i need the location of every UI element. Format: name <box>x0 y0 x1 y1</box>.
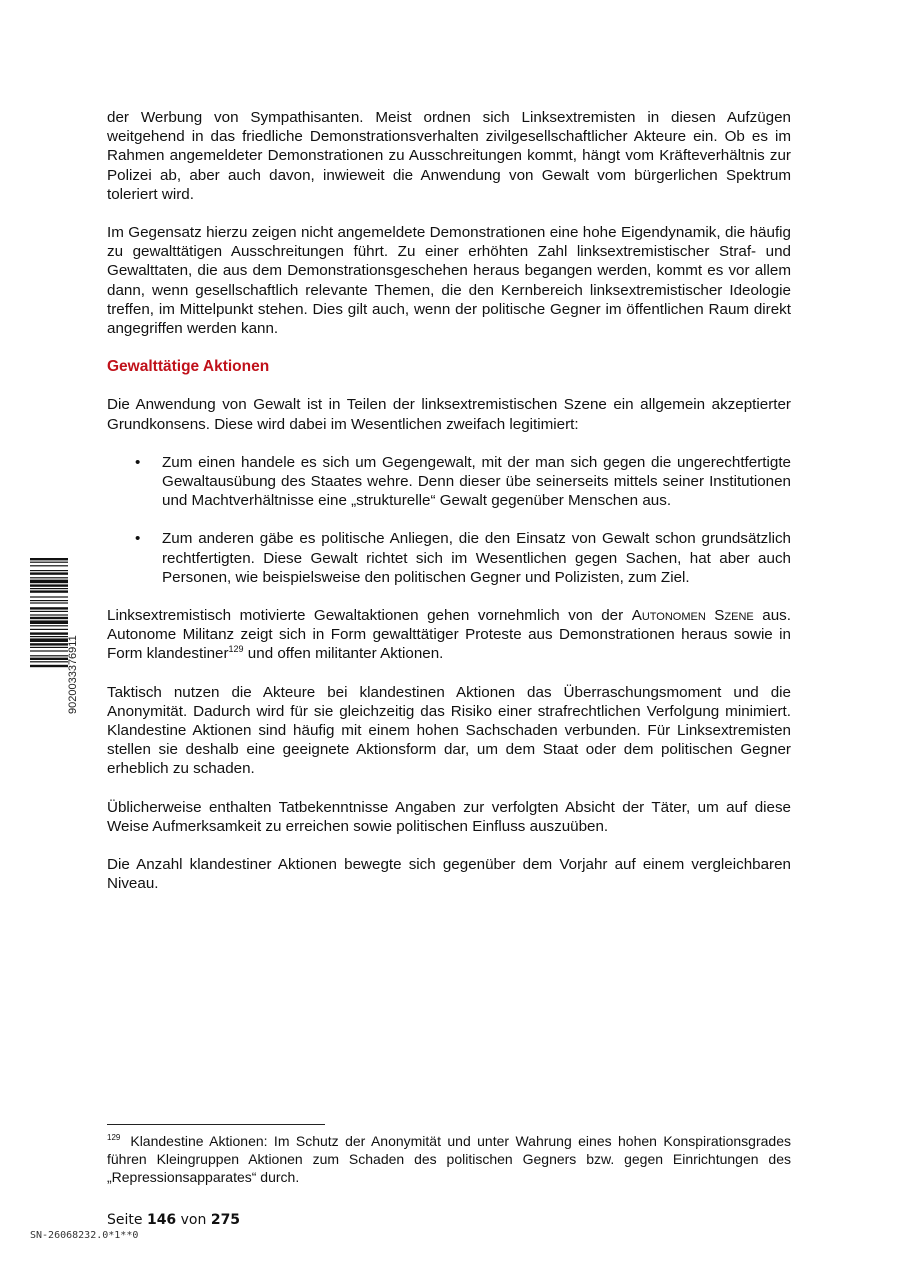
barcode-bar <box>30 655 68 656</box>
intro-paragraph: Die Anwendung von Gewalt ist in Teilen der linksextremistischen Szene ein allgemein akzeptierter Grundkonsens. Diese wird dabei im Wesentlichen zweifach legitimiert: <box>107 396 791 433</box>
page-number <box>107 1212 240 1228</box>
bullet-icon: • <box>135 530 141 548</box>
barcode-bar <box>30 565 68 566</box>
barcode-bar <box>30 638 68 642</box>
paragraph-statements: Üblicherweise enthalten Tatbekenntnisse Angaben zur verfolgten Absicht der Täter, um auf diese Weise Aufmerksamkeit zu erreichen sowie politischen Einfluss auszuüben. <box>107 798 791 835</box>
footnote-divider <box>107 1124 325 1125</box>
bullet-list <box>107 453 791 587</box>
page-prefix: Seite <box>107 1212 143 1228</box>
barcode-bar <box>30 607 68 609</box>
barcode-bar <box>30 620 68 624</box>
list-item <box>107 529 791 587</box>
barcode-bar <box>30 629 68 630</box>
barcode-bar <box>30 617 68 619</box>
barcode-bar <box>30 572 68 574</box>
page-total: 275 <box>210 1212 241 1228</box>
barcode-bar <box>30 600 68 601</box>
paragraph-2: Im Gegensatz hierzu zeigen nicht angemeldete Demonstrationen eine hohe Eigendynamik, die häufig zu gewalttätigen Ausschreitungen führt. Zu einer erhöhten Zahl linksextremistischer Straf- und Gewalttaten, die aus dem Demonstrationsgeschehen heraus begangen werden, kommt es vor allem dann, wenn gesellschaftlich relevante Themen, die den Kernbereich linksextremistischer Ideologie treffen, im Mittelpunkt stehen. Dies gilt auch, wenn der politische Gegner im öffentlichen Raum direkt angegriffen werden kann. <box>107 224 791 338</box>
barcode-bar <box>30 665 68 667</box>
document-id: SN-26068232.0*1**0 <box>30 1230 139 1241</box>
paragraph-1: der Werbung von Sympathisanten. Meist ordnen sich Linksextremisten in diesen Aufzügen weitgehend in das friedliche Demonstrationsverhalten zivilgesellschaftlicher Akteure ein. Ob es im Rahmen angemeldeter Demonstrationen zu Ausschreitungen kommt, hängt vom Kräfteverhältnis zur Polizei ab, aber auch davon, inwieweit die Anwendung von Gewalt vom bürgerlichen Spektrum toleriert wird. <box>107 109 791 203</box>
paragraph-tactics: Taktisch nutzen die Akteure bei klandestinen Aktionen das Überraschungsmoment und die Anonymität. Dadurch wird für sie gleichzeitig das Risiko einer strafrechtlichen Verfolgung minimiert. Klandestine Aktionen sind häufig mit einem hohen Sachschaden verbunden. Für Linksextremisten stellen sie deshalb eine geeignete Aktionsform dar, um dem Staat oder dem politischen Gegner erheblich zu schaden. <box>107 683 791 778</box>
footnote-reference[interactable]: 129 <box>228 644 244 655</box>
paragraph-count: Die Anzahl klandestiner Aktionen bewegte sich gegenüber dem Vorjahr auf einem vergleichbaren Niveau. <box>107 856 791 893</box>
barcode-bar <box>30 650 68 651</box>
page-separator: von <box>180 1212 207 1228</box>
bullet-icon: • <box>135 453 141 471</box>
barcode-bar <box>30 661 68 662</box>
text-run: und offen militanter Aktionen. <box>243 645 444 663</box>
barcode-image <box>28 556 80 716</box>
text-run: aus. Autonome Militanz zeigt sich in Form gewalttätiger Proteste aus Demonstrationen heraus sowie in Form klandestiner <box>107 607 791 663</box>
list-item <box>107 453 791 511</box>
barcode-bar <box>30 611 68 612</box>
bullet-text: Zum anderen gäbe es politische Anliegen, die den Einsatz von Gewalt schon grundsätzlich rechtfertigten. Diese Gewalt richtet sich im Wesentlichen gegen Sachen, hat aber auch Personen, wie beispielsweise den politischen Gegner und Polizisten, zum Ziel. <box>162 530 791 586</box>
bullet-text: Zum einen handele es sich um Gegengewalt, mit der man sich gegen die ungerechtfertigte Gewaltausübung des Staates wehre. Denn dieser übe seinerseits mittels seiner Institutionen und Machtverhältnisse eine „strukturelle“ Gewalt gegenüber Menschen aus. <box>162 453 791 510</box>
smallcaps-term: Autonomen Szene <box>631 607 754 625</box>
barcode-bar <box>30 632 68 634</box>
barcode-bar <box>30 562 68 563</box>
barcode-bar <box>30 602 68 603</box>
document-body <box>107 108 791 913</box>
barcode-bar <box>30 588 68 589</box>
barcode-number: 9020033376911 <box>67 635 79 714</box>
page-current: 146 <box>146 1212 177 1228</box>
section-heading: Gewalttätige Aktionen <box>107 358 270 376</box>
barcode-bar <box>30 636 68 637</box>
barcode-bar <box>30 658 68 660</box>
paragraph-autonome <box>107 606 791 664</box>
barcode-bar <box>30 570 68 571</box>
barcode-bar <box>30 590 68 592</box>
barcode-bar <box>30 647 68 648</box>
barcode-bar <box>30 584 68 586</box>
barcode-bar <box>30 558 68 560</box>
barcode-bar <box>30 625 68 626</box>
footnote-text: Klandestine Aktionen: Im Schutz der Anonymität und unter Wahrung eines hohen Konspirationsgrades führen Kleingruppen Aktionen zum Schaden des politischen Gegners bzw. gegen Einrichtungen des „Repressionsapparates“ durch. <box>107 1133 791 1185</box>
barcode-bar <box>30 580 68 584</box>
barcode-bar <box>30 643 68 645</box>
barcode-bar <box>30 577 68 578</box>
barcode-bar <box>30 614 68 615</box>
footnote-number: 129 <box>107 1133 121 1143</box>
barcode <box>28 556 80 716</box>
text-run: Linksextremistisch motivierte Gewaltaktionen gehen vornehmlich von der <box>107 607 632 625</box>
footnote <box>107 1132 791 1186</box>
barcode-bar <box>30 596 68 597</box>
